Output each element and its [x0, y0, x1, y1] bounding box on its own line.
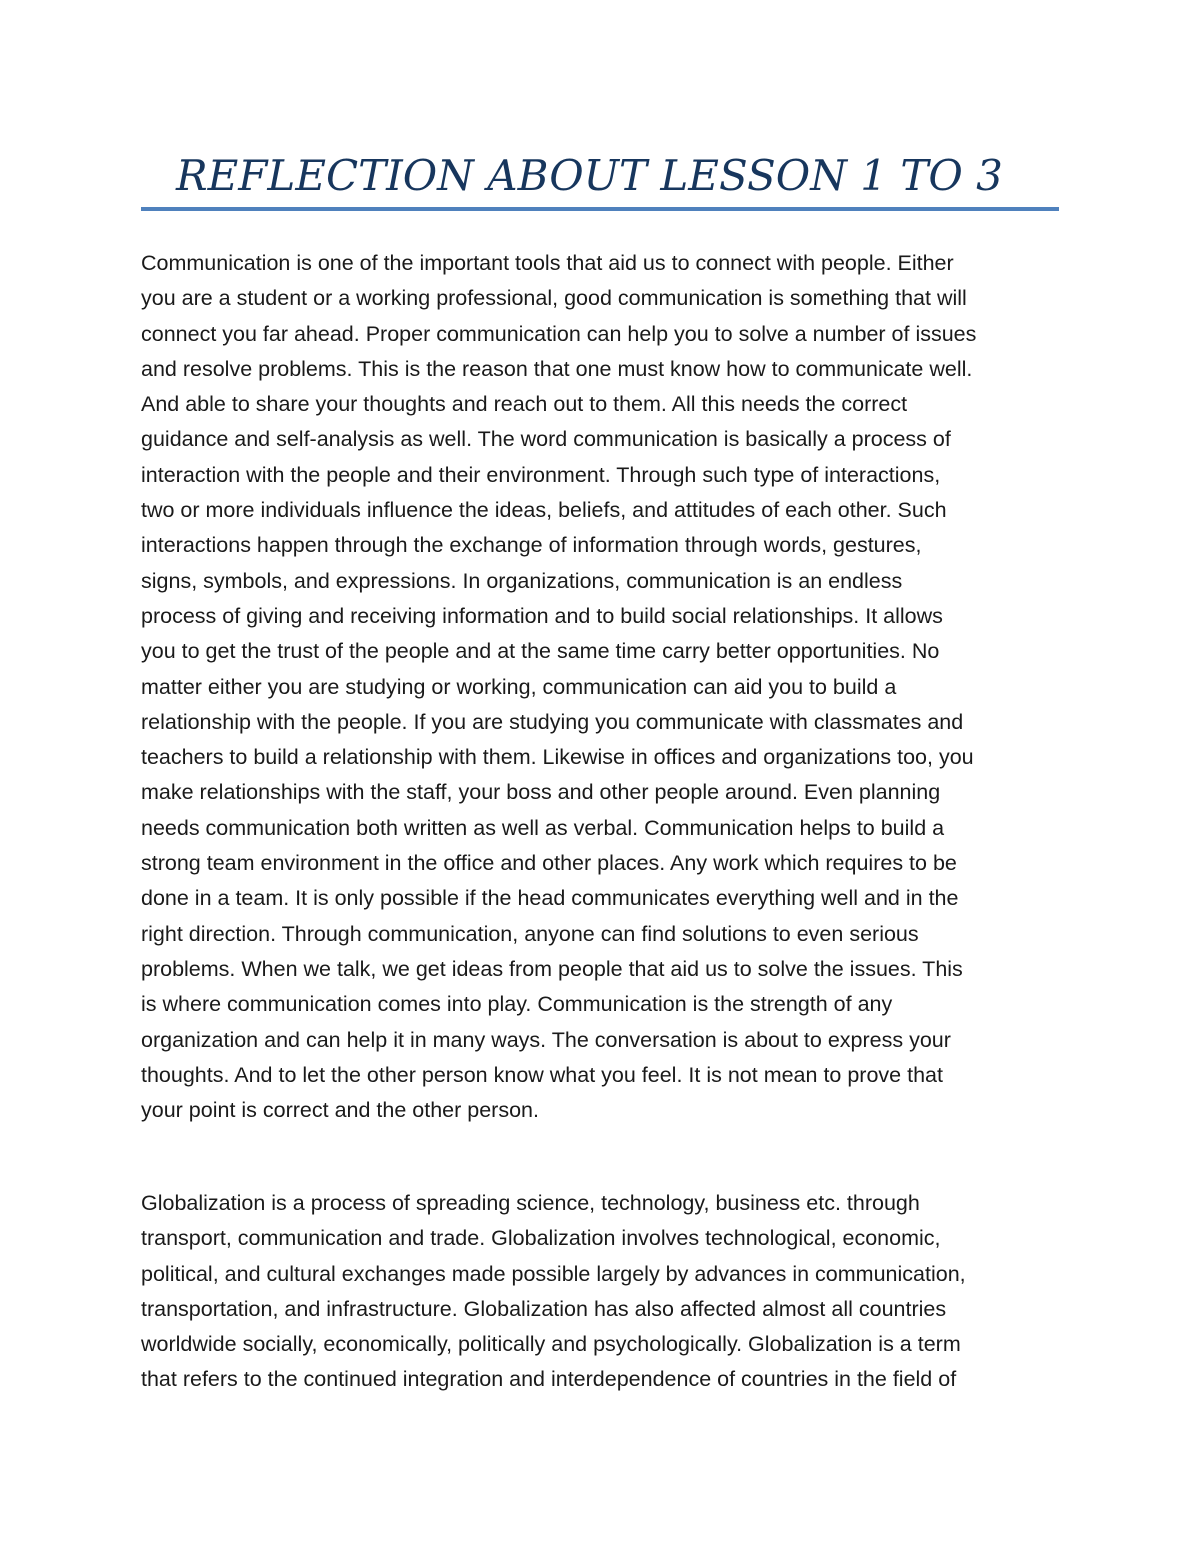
text-line: transportation, and infrastructure. Globalization has also affected almost all countries [141, 1296, 947, 1321]
text-line: Globalization is a process of spreading science, technology, business etc. through [141, 1191, 920, 1215]
text-line: needs communication both written as well as verbal. Communication helps to build a [141, 815, 945, 840]
paragraph-communication [141, 246, 1071, 1128]
text-line: transport, communication and trade. Globalization involves technological, economic, [141, 1226, 941, 1251]
text-line: relationship with the people. If you are studying you communicate with classmates and [141, 709, 964, 734]
title-underline [141, 207, 1059, 211]
text-line: two or more individuals influence the ideas, beliefs, and attitudes of each other. Such [141, 498, 947, 523]
text-line: make relationships with the staff, your boss and other people around. Even planning [141, 780, 941, 805]
text-line: right direction. Through communication, anyone can find solutions to even serious [141, 921, 919, 946]
text-line: political, and cultural exchanges made possible largely by advances in communication, [141, 1261, 966, 1286]
text-line: signs, symbols, and expressions. In organizations, communication is an endless [141, 568, 903, 593]
text-line: interactions happen through the exchange of information through words, gestures, [141, 533, 922, 558]
text-line: you are a student or a working professional, good communication is something that will [141, 286, 967, 311]
text-line: organization and can help it in many ways. The conversation is about to express your [141, 1027, 951, 1052]
text-line: problems. When we talk, we get ideas from people that aid us to solve the issues. This [141, 956, 963, 981]
text-line: connect you far ahead. Proper communication can help you to solve a number of issues [141, 321, 977, 346]
text-line: and resolve problems. This is the reason that one must know how to communicate well. [141, 356, 973, 381]
text-line: worldwide socially, economically, politically and psychologically. Globalization is a term [141, 1332, 961, 1357]
text-line: strong team environment in the office and other places. Any work which requires to be [141, 851, 957, 876]
text-line: And able to share your thoughts and reach out to them. All this needs the correct [141, 392, 908, 417]
page-title: REFLECTION ABOUT LESSON 1 TO 3 [176, 151, 1003, 200]
text-line: you to get the trust of the people and at the same time carry better opportunities. No [141, 639, 940, 664]
text-line: guidance and self-analysis as well. The word communication is basically a process of [141, 427, 951, 452]
text-line: is where communication comes into play. Communication is the strength of any [141, 992, 893, 1017]
text-line: Communication is one of the important tools that aid us to connect with people. Either [141, 251, 954, 275]
text-line: done in a team. It is only possible if the head communicates everything well and in the [141, 886, 959, 911]
paragraph-globalization [141, 1186, 1071, 1398]
text-line: thoughts. And to let the other person know what you feel. It is not mean to prove that [141, 1062, 943, 1087]
text-line: matter either you are studying or working, communication can aid you to build a [141, 674, 897, 699]
text-line: process of giving and receiving information and to build social relationships. It allows [141, 603, 943, 628]
text-line: interaction with the people and their environment. Through such type of interactions, [141, 462, 941, 487]
text-line: teachers to build a relationship with them. Likewise in offices and organizations too, you [141, 745, 974, 770]
text-line: your point is correct and the other person. [141, 1098, 539, 1123]
text-line: that refers to the continued integration and interdependence of countries in the field of [141, 1367, 957, 1392]
